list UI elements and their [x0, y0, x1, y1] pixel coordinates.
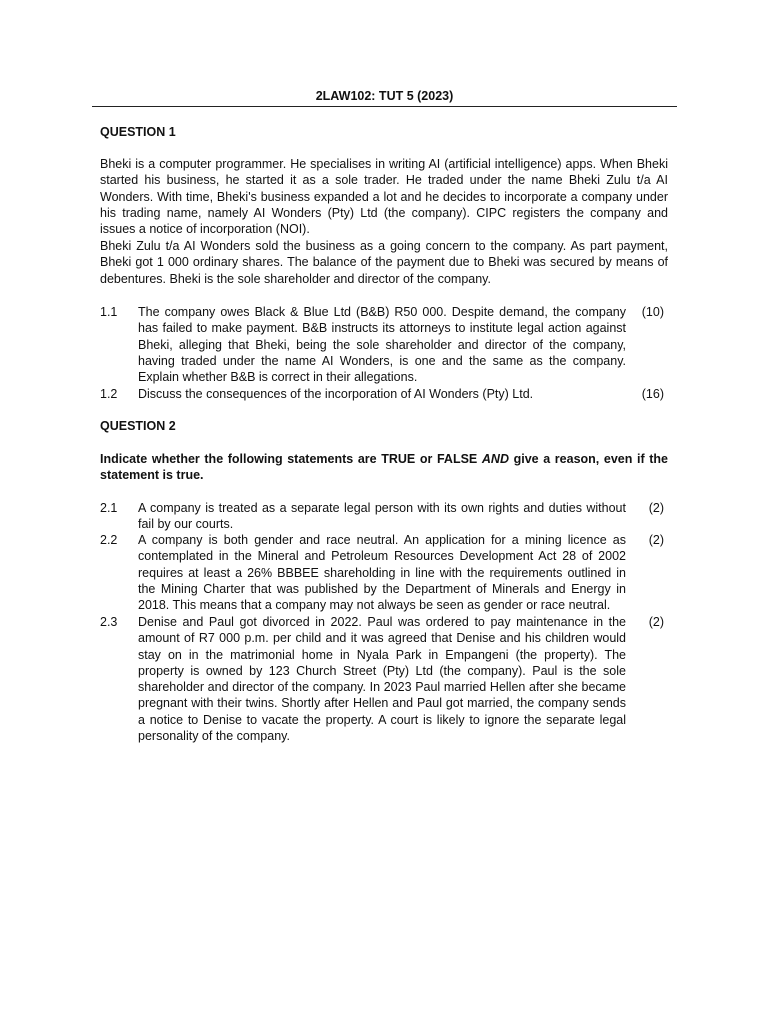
item-marks: (2) [648, 533, 664, 547]
question-2-heading: QUESTION 2 [100, 419, 176, 433]
document-title: 2LAW102: TUT 5 (2023) [315, 89, 454, 103]
instruction-text-end: give a reason, even if the statement is true. [100, 452, 668, 483]
item-number: 1.2 [100, 387, 118, 401]
item-marks: (2) [648, 501, 664, 515]
instruction-emphasis: AND [481, 452, 509, 466]
item-text: A company is both gender and race neutral. An application for a mining licence as contemplated in the Mineral and Petroleum Resources Development Act 28 of 2002 requires at least a 26% BBBEE shareholding in line with the requirements outlined in the Mining Charter that was published by the Department of Minerals and Energy in 2018. This means that a company may not always be seen as gender or race neutral. [138, 533, 626, 613]
item-marks: (2) [648, 615, 664, 629]
item-number: 2.1 [100, 501, 118, 515]
question-1-intro-paragraph-2: Bheki Zulu t/a AI Wonders sold the business as a going concern to the company. As part payment, Bheki got 1 000 ordinary shares. The balance of the payment due to Bheki was secured by means of debentures. Bheki is the sole shareholder and director of the company. [100, 239, 668, 286]
question-1-intro-paragraph-1: Bheki is a computer programmer. He specialises in writing AI (artificial intelligence) apps. When Bheki started his business, he started it as a sole trader. He traded under the name Bheki Zulu t/a AI Wonders. With time, Bheki's business expanded a lot and he decides to incorporate a company under his trading name, namely AI Wonders (Pty) Ltd (the company). CIPC registers the company and issues a notice of incorporation (NOI). [100, 157, 668, 237]
item-text: Denise and Paul got divorced in 2022. Paul was ordered to pay maintenance in the amount of R7 000 p.m. per child and it was agreed that Denise and his children would stay on in the matrimonial home in Nyala Park in Empangeni (the property). The property is owned by 123 Church Street (Pty) Ltd (the company). Paul is the sole shareholder and director of the company. In 2023 Paul married Hellen after she became pregnant with their twins. Shortly after Hellen and Paul got married, the company sends a notice to Denise to vacate the property. A court is likely to ignore the separate legal personality of the company. [138, 615, 626, 744]
item-marks: (16) [641, 387, 664, 401]
question-1-heading: QUESTION 1 [100, 125, 176, 139]
item-marks: (10) [641, 305, 664, 319]
item-number: 2.2 [100, 533, 118, 547]
item-text: The company owes Black & Blue Ltd (B&B) R50 000. Despite demand, the company has failed to make payment. B&B instructs its attorneys to institute legal action against Bheki, alleging that Bheki, being the sole shareholder and director of the company, having traded under the name AI Wonders, is one and the same as the company. Explain whether B&B is correct in their allegations. [138, 305, 626, 385]
item-number: 1.1 [100, 305, 118, 319]
item-text: A company is treated as a separate legal person with its own rights and duties without fail by our courts. [138, 501, 626, 532]
instruction-text-start: Indicate whether the following statements are TRUE or FALSE [100, 452, 482, 466]
item-text: Discuss the consequences of the incorporation of AI Wonders (Pty) Ltd. [138, 387, 534, 401]
question-2-instruction [100, 451, 668, 484]
title-divider [92, 106, 677, 107]
item-number: 2.3 [100, 615, 118, 629]
